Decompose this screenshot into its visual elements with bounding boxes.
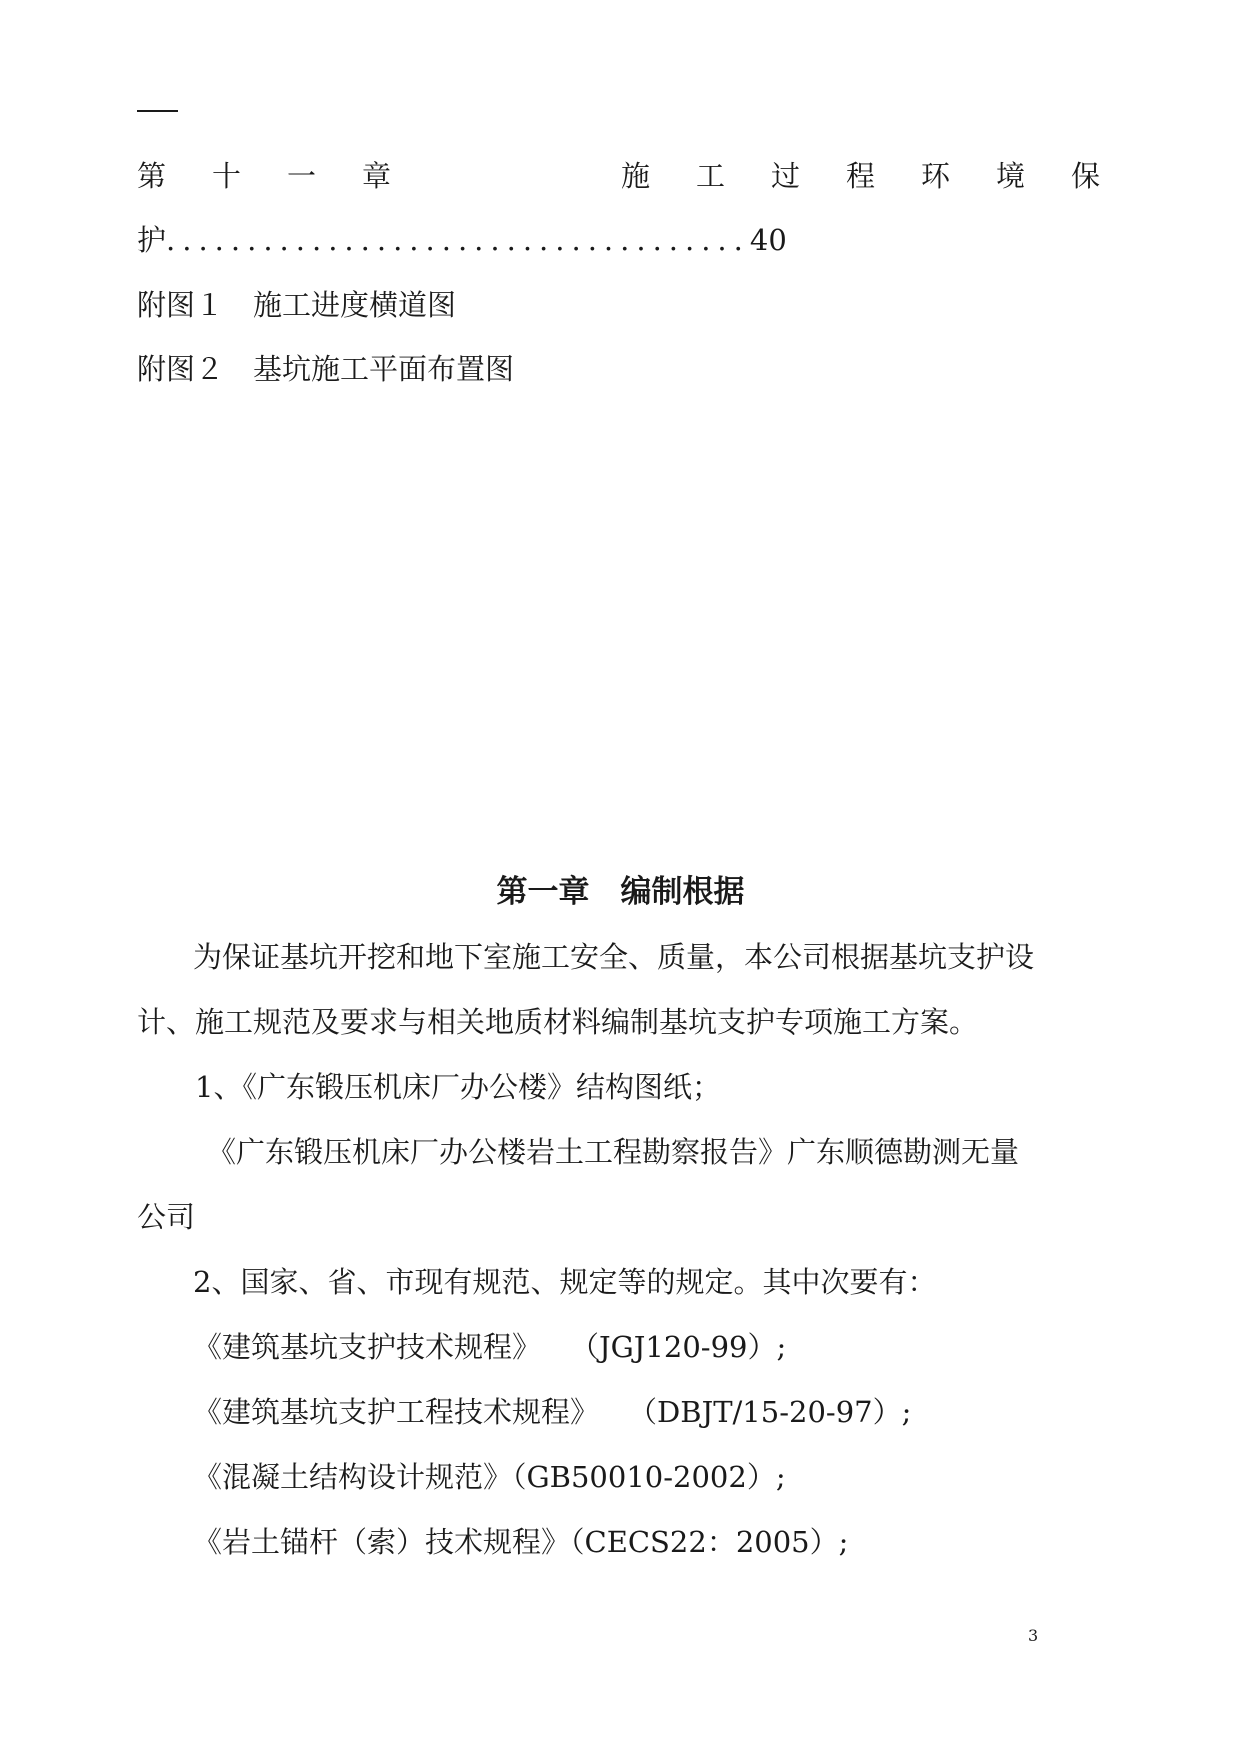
page-number: 3: [1028, 1626, 1039, 1645]
top-rule: [137, 110, 178, 112]
intro-paragraph-line-2: 计、施工规范及要求与相关地质材料编制基坑支护专项施工方案。: [137, 1005, 979, 1039]
standard-item: 《岩土锚杆（索）技术规程》（CECS22：2005）;: [193, 1525, 849, 1559]
toc-char: 十: [212, 159, 242, 193]
toc-spacer: [437, 158, 575, 194]
toc-continuation-text: 护: [137, 223, 167, 257]
toc-char: 过: [770, 159, 800, 193]
toc-char: 程: [845, 159, 875, 193]
standard-item: 《建筑基坑支护技术规程》 （JGJ120-99）;: [193, 1330, 787, 1364]
toc-char: 章: [362, 159, 392, 193]
toc-appendix-1: 附图１ 施工进度横道图: [137, 288, 457, 322]
toc-char: 施: [620, 159, 650, 193]
intro-paragraph-line-1: 为保证基坑开挖和地下室施工安全、质量，本公司根据基坑支护设: [193, 940, 1035, 974]
chapter-heading: 第一章 编制根据: [496, 874, 745, 910]
toc-entry-chapter11: [137, 158, 1100, 194]
survey-report-line-1: 《广东锻压机床厂办公楼岩土工程勘察报告》广东顺德勘测无量: [207, 1135, 1020, 1169]
toc-char: 一: [287, 159, 317, 193]
toc-leader-dots: ....................................: [166, 223, 750, 257]
toc-char: 保: [1070, 159, 1100, 193]
toc-char: 境: [995, 159, 1025, 193]
toc-appendix-2: 附图２ 基坑施工平面布置图: [137, 352, 515, 386]
basis-item-2: 2、国家、省、市现有规范、规定等的规定。其中次要有：: [193, 1265, 937, 1299]
toc-entry-chapter11-continuation: [137, 222, 787, 258]
toc-char: 第: [137, 159, 167, 193]
standard-item: 《建筑基坑支护工程技术规程》 （DBJT/15-20-97）;: [193, 1395, 912, 1429]
toc-page-number: 40: [749, 223, 787, 257]
standard-item: 《混凝土结构设计规范》（GB50010-2002）;: [193, 1460, 786, 1494]
survey-report-line-2: 公司: [137, 1200, 196, 1234]
toc-char: 工: [695, 159, 725, 193]
basis-item-1: 1、《广东锻压机床厂办公楼》结构图纸；: [195, 1070, 721, 1104]
toc-char: 环: [920, 159, 950, 193]
